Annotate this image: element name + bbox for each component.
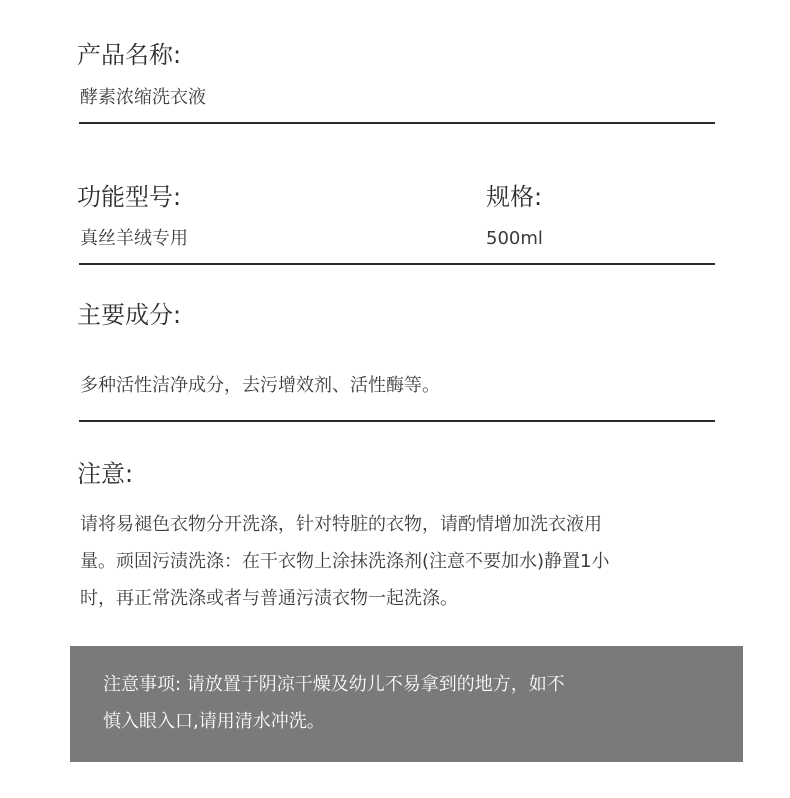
model-label: 功能型号: xyxy=(77,183,182,211)
divider-model-spec xyxy=(79,263,715,265)
spec-label: 规格: xyxy=(486,183,543,211)
product-name-value: 酵素浓缩洗衣液 xyxy=(80,87,206,108)
caution-line: 时，再正常洗涤或者与普通污渍衣物一起洗涤。 xyxy=(80,588,458,609)
notice-line: 慎入眼入口,请用清水冲洗。 xyxy=(103,711,325,732)
ingredients-value: 多种活性洁净成分，去污增效剂、活性酶等。 xyxy=(80,375,440,396)
divider-product-name xyxy=(79,122,715,124)
caution-text xyxy=(80,506,740,617)
notice-box xyxy=(70,646,743,762)
caution-line: 量。顽固污渍洗涤：在干衣物上涂抹洗涤剂(注意不要加水)静置1小 xyxy=(80,551,610,572)
caution-label: 注意: xyxy=(77,460,134,488)
spec-value: 500ml xyxy=(486,228,543,249)
product-name-label: 产品名称: xyxy=(77,41,182,69)
caution-line: 请将易褪色衣物分开洗涤，针对特脏的衣物，请酌情增加洗衣液用 xyxy=(80,514,602,535)
notice-text xyxy=(103,666,723,740)
divider-ingredients xyxy=(79,420,715,422)
model-value: 真丝羊绒专用 xyxy=(80,228,188,249)
ingredients-label: 主要成分: xyxy=(77,301,182,329)
notice-line: 注意事项: 请放置于阴凉干燥及幼儿不易拿到的地方，如不 xyxy=(103,674,565,695)
